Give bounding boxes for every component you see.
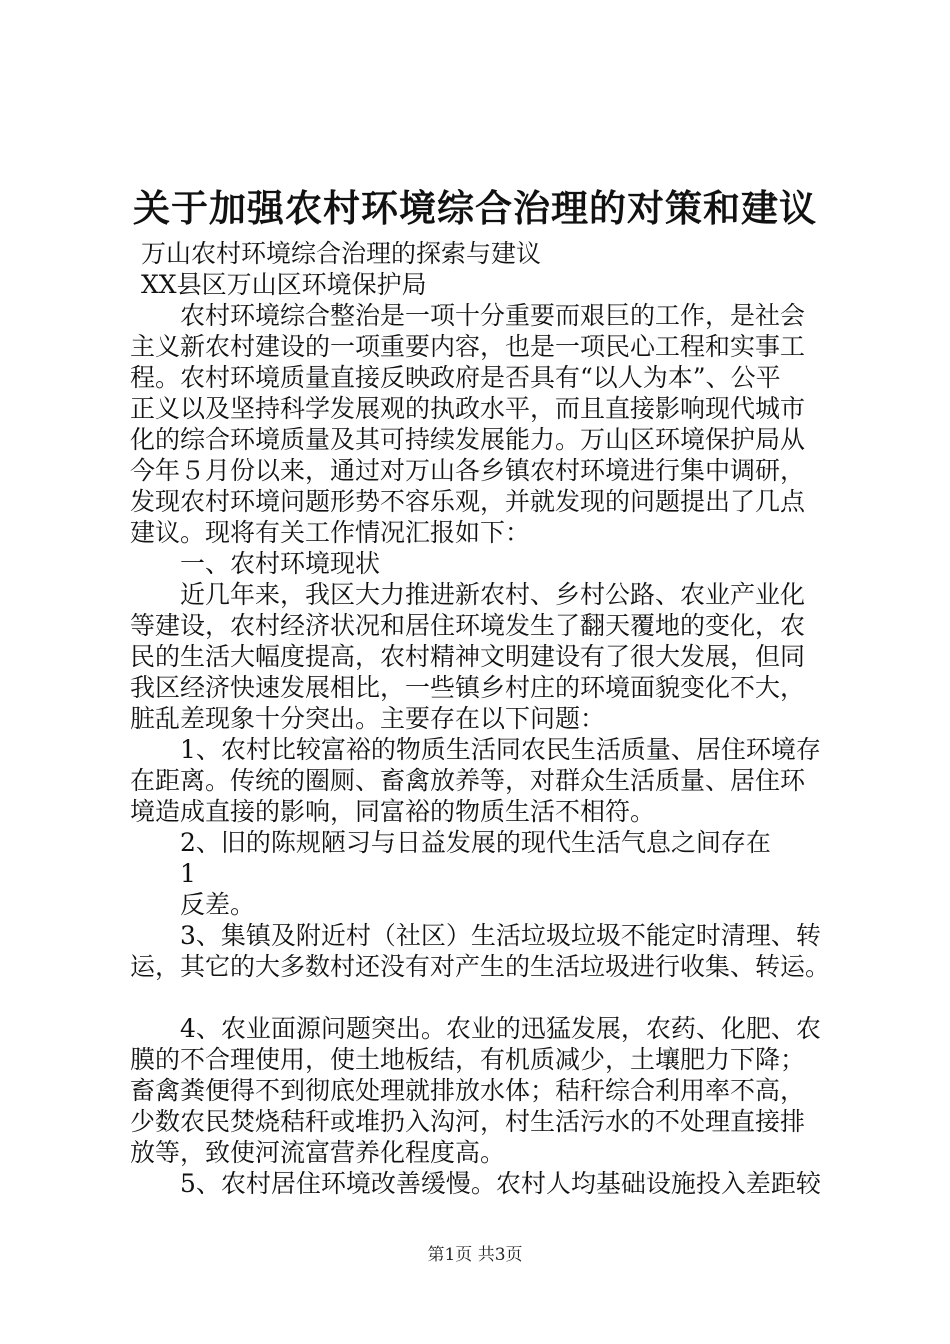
- list-item-line: 5、农村居住环境改善缓慢。农村人均基础设施投入差距较: [180, 1169, 821, 1198]
- paragraph-line: 程。农村环境质量直接反映政府是否具有“以人为本”、公平: [130, 363, 781, 392]
- list-item-line: 4、农业面源问题突出。农业的迅猛发展，农药、化肥、农: [180, 1014, 821, 1043]
- list-item-line: 2、旧的陈规陋习与日益发展的现代生活气息之间存在: [180, 828, 771, 857]
- page-footer: 第1页 共3页: [427, 1245, 523, 1265]
- paragraph-line: 今年５月份以来，通过对万山各乡镇农村环境进行集中调研，: [130, 456, 806, 485]
- paragraph-line: 等建设，农村经济状况和居住环境发生了翻天覆地的变化，农: [130, 611, 806, 640]
- paragraph-line: 农村环境综合整治是一项十分重要而艰巨的工作，是社会: [180, 301, 806, 330]
- paragraph-line: 化的综合环境质量及其可持续发展能力。万山区环境保护局从: [130, 425, 806, 454]
- list-item-line: 放等，致使河流富营养化程度高。: [130, 1138, 506, 1167]
- list-item-line: 膜的不合理使用，使土地板结，有机质减少，土壤肥力下降；: [130, 1045, 806, 1074]
- list-item-line: 3、集镇及附近村（社区）生活垃圾垃圾不能定时清理、转: [180, 921, 821, 950]
- list-item-line: 畜禽粪便得不到彻底处理就排放水体；秸秆综合利用率不高，: [130, 1076, 806, 1105]
- blank-line: [126, 982, 846, 1013]
- stray-page-number: 1: [180, 859, 196, 888]
- paragraph-line: 建议。现将有关工作情况汇报如下：: [130, 518, 531, 547]
- document-body: [126, 238, 846, 1199]
- paragraph-line: 主义新农村建设的一项重要内容，也是一项民心工程和实事工: [130, 332, 806, 361]
- document-title: 关于加强农村环境综合治理的对策和建议: [133, 186, 817, 230]
- paragraph-line: 我区经济快速发展相比，一些镇乡村庄的环境面貌变化不大，: [130, 673, 806, 702]
- list-item-line: 境造成直接的影响，同富裕的物质生活不相符。: [130, 797, 656, 826]
- paragraph-line: 近几年来，我区大力推进新农村、乡村公路、农业产业化: [180, 580, 806, 609]
- list-item-line: 少数农民焚烧秸秆或堆扔入沟河，村生活污水的不处理直接排: [130, 1107, 806, 1136]
- paragraph-line: 民的生活大幅度提高，农村精神文明建设有了很大发展，但同: [130, 642, 806, 671]
- paragraph-line: 脏乱差现象十分突出。主要存在以下问题：: [130, 704, 606, 733]
- list-item-line: 在距离。传统的圈厕、畜禽放养等，对群众生活质量、居住环: [130, 766, 806, 795]
- list-item-line: 反差。: [180, 890, 256, 919]
- paragraph-line: 正义以及坚持科学发展观的执政水平，而且直接影响现代城市: [130, 394, 806, 423]
- subtitle-line: 万山农村环境综合治理的探索与建议: [141, 239, 542, 268]
- author-line: XX县区万山区环境保护局: [141, 270, 427, 299]
- paragraph-line: 发现农村环境问题形势不容乐观，并就发现的问题提出了几点: [130, 487, 806, 516]
- list-item-line: 1、农村比较富裕的物质生活同农民生活质量、居住环境存: [180, 735, 821, 764]
- list-item-line: 运，其它的大多数村还没有对产生的生活垃圾进行收集、转运。: [130, 952, 831, 981]
- section-heading: 一、农村环境现状: [180, 549, 381, 578]
